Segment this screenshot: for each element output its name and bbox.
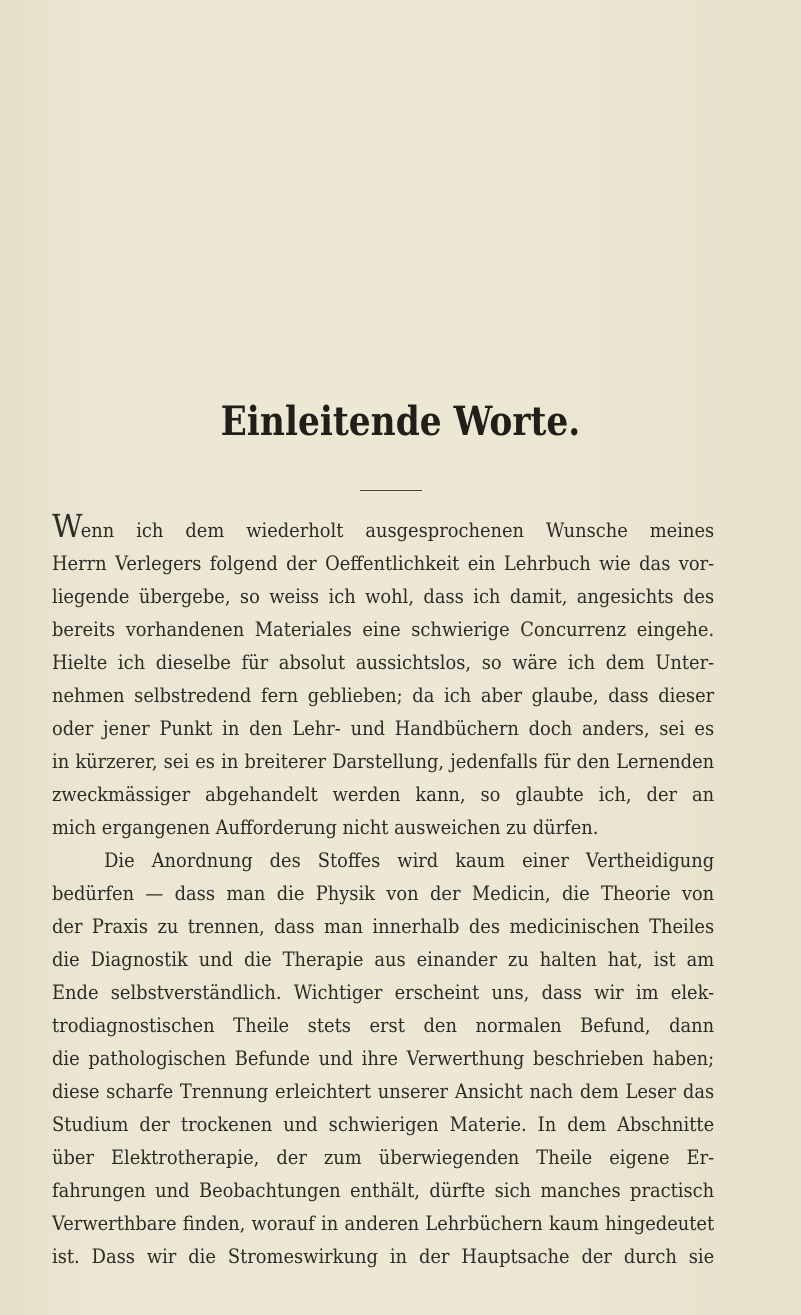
paragraph-1-line-10: mich ergangenen Aufforderung nicht ausweichen zu dürfen. (52, 816, 599, 839)
paragraph-2-line-11: fahrungen und Beobachtungen enthält, dürfte sich manches practisch (52, 1179, 715, 1202)
paragraph-2-line-3: der Praxis zu trennen, dass man innerhalb des medicinischen Theiles (52, 915, 715, 938)
paragraph-1-line-3: liegende übergebe, so weiss ich wohl, dass ich damit, angesichts des (52, 585, 715, 608)
paragraph-1-line-2: Herrn Verlegers folgend der Oeffentlichkeit ein Lehrbuch wie das vor- (52, 552, 715, 575)
paragraph-1-line-8: in kürzerer, sei es in breiterer Darstellung, jedenfalls für den Lernenden (52, 750, 715, 773)
paragraph-2-line-4: die Diagnostik und die Therapie aus einander zu halten hat, ist am (52, 948, 715, 971)
chapter-title: Einleitende Worte. (220, 398, 581, 445)
paragraph-2-line-5: Ende selbstverständlich. Wichtiger erscheint uns, dass wir im elek- (52, 981, 715, 1004)
paragraph-1-line-4: bereits vorhandenen Materiales eine schwierige Concurrenz eingehe. (52, 618, 715, 641)
paragraph-1-line-1: Wenn ich dem wiederholt ausgesprochenen Wunsche meines (52, 507, 715, 545)
paragraph-1-line-5: Hielte ich dieselbe für absolut aussichtslos, so wäre ich dem Unter- (52, 651, 715, 674)
drop-cap: W (52, 507, 83, 545)
paragraph-2-line-8: diese scharfe Trennung erleichtert unserer Ansicht nach dem Leser das (52, 1080, 715, 1103)
paragraph-2-line-2: bedürfen — dass man die Physik von der Medicin, die Theorie von (52, 882, 715, 905)
paragraph-1-line-6: nehmen selbstredend fern geblieben; da ich aber glaube, dass dieser (52, 684, 715, 707)
paragraph-2-line-9: Studium der trockenen und schwierigen Materie. In dem Abschnitte (52, 1113, 715, 1136)
title-divider (360, 490, 422, 491)
body-text (52, 507, 715, 1273)
paragraph-2-line-7: die pathologischen Befunde und ihre Verwerthung beschrieben haben; (52, 1047, 715, 1070)
paragraph-2-line-13: ist. Dass wir die Stromeswirkung in der Hauptsache der durch sie (52, 1245, 715, 1268)
paragraph-2-line-10: über Elektrotherapie, der zum überwiegenden Theile eigene Er- (52, 1146, 715, 1169)
paragraph-1-line-7: oder jener Punkt in den Lehr- und Handbüchern doch anders, sei es (52, 717, 715, 740)
paragraph-1-line-9: zweckmässiger abgehandelt werden kann, so glaubte ich, der an (52, 783, 715, 806)
paragraph-2-line-1: Die Anordnung des Stoffes wird kaum einer Vertheidigung (104, 849, 715, 872)
paragraph-2-line-12: Verwerthbare finden, worauf in anderen Lehrbüchern kaum hingedeutet (52, 1212, 715, 1235)
paragraph-2-line-6: trodiagnostischen Theile stets erst den normalen Befund, dann (52, 1014, 715, 1037)
